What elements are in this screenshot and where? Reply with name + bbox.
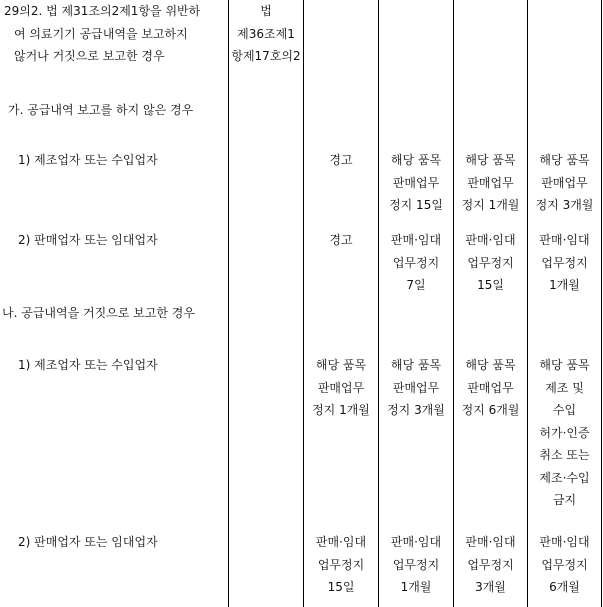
penalty-third (454, 149, 527, 217)
penalty-line: 해당 품목 (465, 358, 516, 372)
penalty-line: 수입 (552, 403, 577, 417)
basis-line: 제36조제1 (237, 26, 295, 41)
penalty-line: 경고 (329, 233, 353, 247)
violation-line: 여 의료기기 공급내역을 보고하지 (14, 26, 188, 41)
penalty-line: 해당 품목 (539, 358, 590, 372)
penalty-line: 판매업무 (467, 175, 514, 190)
section-na-row-1-label: 1) 제조업자 또는 수입업자 (18, 358, 158, 372)
penalty-line: 정지 6개월 (461, 403, 520, 417)
section-na-row-2-label: 2) 판매업자 또는 임대업자 (18, 535, 158, 549)
column-divider-1 (228, 0, 229, 607)
penalty-line: 취소 또는 (539, 448, 590, 462)
column-divider-6 (601, 0, 602, 607)
penalty-line: 정지 3개월 (535, 198, 594, 212)
section-ga-row-2-label: 2) 판매업자 또는 임대업자 (18, 233, 158, 247)
penalty-second (379, 149, 453, 217)
section-ga-row-1-label: 1) 제조업자 또는 수입업자 (18, 153, 158, 167)
penalty-line: 경고 (329, 153, 353, 167)
penalty-line: 정지 15일 (389, 198, 443, 212)
penalty-first (304, 229, 378, 252)
penalty-line: 판매업무 (541, 175, 588, 190)
penalty-line: 판매업무 (392, 380, 440, 395)
penalty-line: 업무정지 (467, 255, 514, 270)
basis-line: 항제17호의2 (231, 49, 301, 63)
penalty-line: 정지 1개월 (312, 403, 370, 417)
penalty-second (379, 354, 453, 422)
penalty-line: 업무정지 (317, 557, 365, 572)
penalty-first (304, 149, 378, 172)
penalty-line: 판매·임대 (390, 233, 442, 247)
penalty-fourth (528, 354, 601, 512)
penalty-line: 정지 1개월 (461, 198, 520, 212)
penalty-line: 판매·임대 (539, 233, 590, 247)
penalty-fourth (528, 531, 601, 599)
penalty-line: 해당 품목 (315, 358, 367, 372)
basis-line: 법 (260, 4, 272, 18)
penalty-line: 판매업무 (467, 380, 514, 395)
column-divider-4 (453, 0, 454, 607)
penalty-line: 7일 (406, 278, 426, 292)
penalty-line: 6개월 (549, 580, 580, 594)
penalty-third (454, 354, 527, 422)
penalty-third (454, 531, 527, 599)
penalty-line: 판매·임대 (539, 535, 590, 549)
penalty-fourth (528, 149, 601, 217)
penalty-line: 해당 품목 (539, 153, 590, 167)
penalty-line: 판매·임대 (390, 535, 442, 549)
penalty-first (304, 354, 378, 422)
penalty-line: 제조·수입 (539, 470, 590, 485)
legal-basis (229, 0, 303, 68)
penalty-line: 업무정지 (541, 557, 588, 572)
penalty-line: 제조 및 (545, 380, 584, 395)
penalty-line: 3개월 (475, 580, 506, 594)
penalty-line: 허가·인증 (539, 425, 590, 440)
column-divider-3 (378, 0, 379, 607)
column-divider-5 (527, 0, 528, 607)
penalty-line: 금지 (552, 493, 577, 507)
penalty-line: 업무정지 (392, 557, 440, 572)
violation-line: 않거나 거짓으로 보고한 경우 (14, 49, 165, 63)
penalty-line: 업무정지 (467, 557, 514, 572)
penalty-line: 해당 품목 (465, 153, 516, 167)
penalty-line: 판매·임대 (465, 233, 516, 247)
violation-line: 29의2. 법 제31조의2제1항을 위반하 (4, 4, 201, 18)
penalty-line: 15일 (477, 278, 504, 292)
penalty-fourth (528, 229, 601, 297)
penalty-line: 해당 품목 (390, 358, 442, 372)
penalty-line: 업무정지 (392, 255, 440, 270)
penalty-third (454, 229, 527, 297)
penalty-line: 1개월 (549, 278, 580, 292)
penalty-second (379, 531, 453, 599)
section-ga-title: 가. 공급내역 보고를 하지 않은 경우 (8, 103, 194, 117)
column-divider-2 (303, 0, 304, 607)
penalty-line: 1개월 (400, 580, 432, 594)
section-na-title: 나. 공급내역을 거짓으로 보고한 경우 (2, 306, 195, 320)
penalty-line: 정지 3개월 (387, 403, 445, 417)
penalty-line: 업무정지 (541, 255, 588, 270)
penalty-second (379, 229, 453, 297)
penalty-line: 판매업무 (317, 380, 365, 395)
penalty-first (304, 531, 378, 599)
penalty-line: 15일 (327, 580, 355, 594)
penalty-line: 판매·임대 (315, 535, 367, 549)
penalty-line: 판매업무 (392, 175, 440, 190)
violation-description (4, 0, 226, 68)
penalty-line: 판매·임대 (465, 535, 516, 549)
penalty-line: 해당 품목 (390, 153, 442, 167)
